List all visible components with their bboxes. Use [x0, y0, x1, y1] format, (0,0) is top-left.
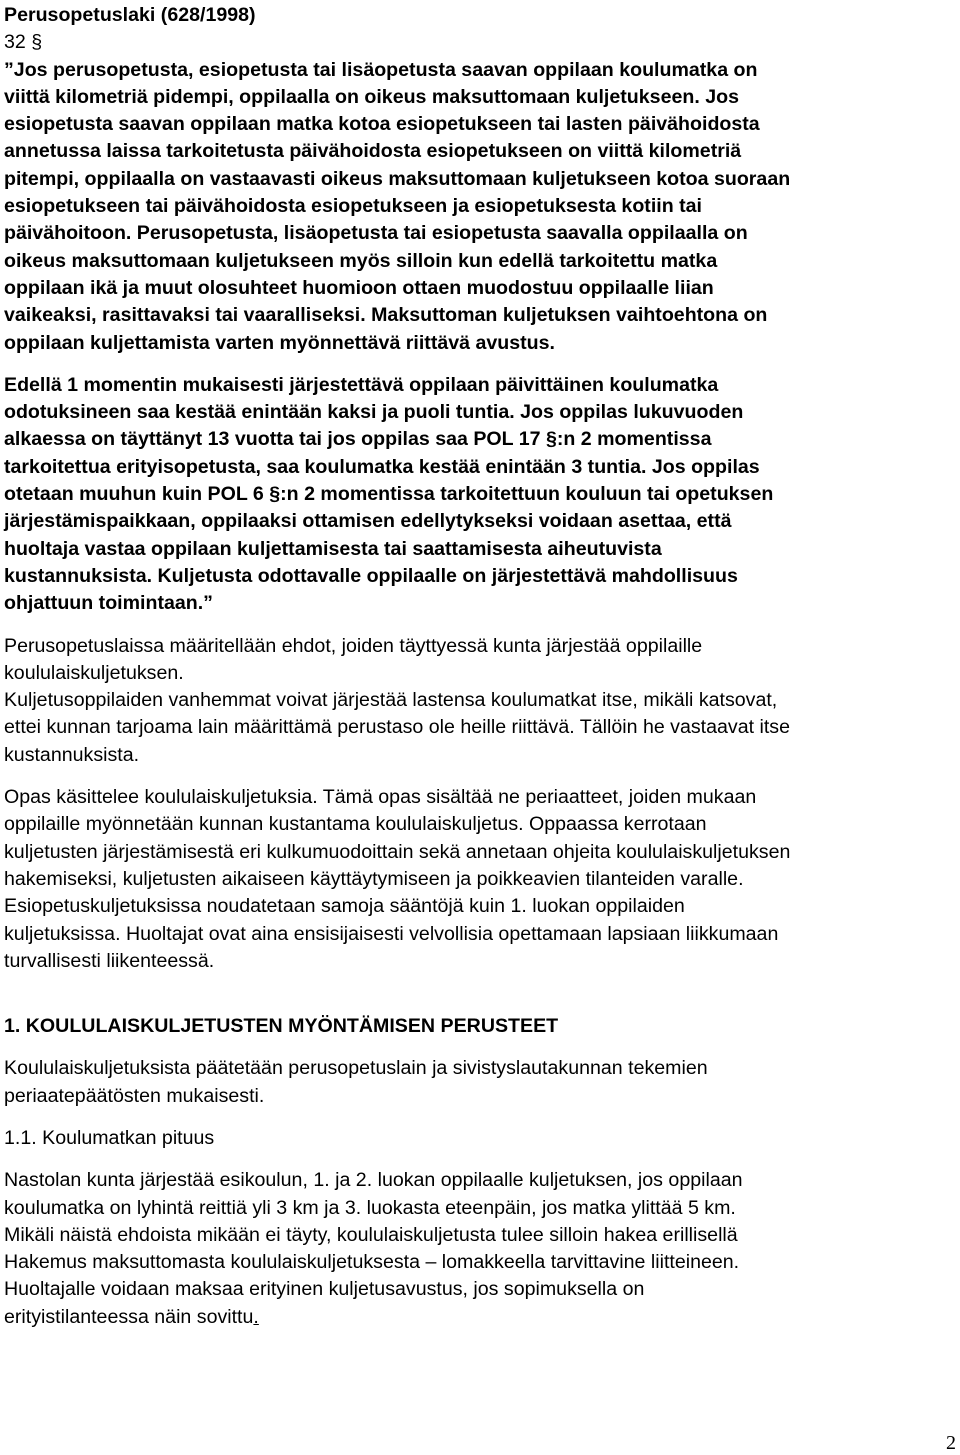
section-body — [4, 1055, 946, 1110]
quote-line: viittä kilometriä pidempi, oppilaalla on oikeus maksuttomaan kuljetukseen. Jos — [4, 85, 739, 108]
underlined-period: . — [253, 1305, 259, 1328]
page-number: 2 — [946, 1432, 956, 1454]
quote-line: kustannuksista. Kuljetusta odottavalle oppilaalle on järjestettävä mahdollisuus — [4, 564, 738, 587]
body-line: koulumatka on lyhintä reittiä yli 3 km ja 3. luokasta eteenpäin, jos matka ylittää 5 km. — [4, 1196, 736, 1219]
body-line: koululaiskuljetuksen. — [4, 661, 184, 684]
quote-line: otetaan muuhun kuin POL 6 §:n 2 momentissa tarkoitettuun kouluun tai opetuksen — [4, 483, 774, 506]
body-line-last-text: erityistilanteessa näin sovittu — [4, 1305, 254, 1328]
body-line: turvallisesti liikenteessä. — [4, 949, 215, 972]
intro-paragraph-1 — [4, 633, 946, 769]
body-line: kuljetuksissa. Huoltajat ovat aina ensisijaisesti velvollisia opettamaan lapsiaan liikkumaan — [4, 922, 779, 945]
body-line: Nastolan kunta järjestää esikoulun, 1. ja 2. luokan oppilaalle kuljetuksen, jos oppilaan — [4, 1169, 743, 1192]
body-line: oppilaille myönnetään kunnan kustantama koululaiskuljetus. Oppaassa kerrotaan — [4, 813, 707, 836]
body-line: Koululaiskuljetuksista päätetään perusopetuslain ja sivistyslautakunnan tekemien — [4, 1057, 708, 1080]
quote-line: vaikeaksi, rasittavaksi tai vaaralliseksi. Maksuttoman kuljetuksen vaihtoehtona on — [4, 304, 768, 327]
body-line: Perusopetuslaissa määritellään ehdot, joiden täyttyessä kunta järjestää oppilaille — [4, 634, 703, 657]
quote-line: Edellä 1 momentin mukaisesti järjestettävä oppilaan päivittäinen koulumatka — [4, 373, 719, 396]
section-heading: 1. KOULULAISKULJETUSTEN MYÖNTÄMISEN PERUSTEET — [4, 1015, 559, 1038]
quote-line: tarkoitettua erityisopetusta, saa koulumatka kestää enintään 3 tuntia. Jos oppilas — [4, 455, 760, 478]
section-number: 32 § — [4, 31, 43, 54]
body-line: ettei kunnan tarjoama lain määrittämä perustaso ole heille riittävä. Tällöin he vastaavat itse — [4, 716, 790, 739]
subsection-heading: 1.1. Koulumatkan pituus — [4, 1126, 215, 1149]
body-line-last — [4, 1304, 946, 1331]
quote-line: annetussa laissa tarkoitetusta päivähoidosta esiopetukseen on viittä kilometriä — [4, 140, 742, 163]
subsection-body — [4, 1167, 946, 1331]
quote-line: pitempi, oppilaalla on vastaavasti oikeus maksuttomaan kuljetukseen kotoa suoraan — [4, 167, 791, 190]
quote-line: oppilaan kuljettamista varten myönnettävä riittävä avustus. — [4, 331, 555, 354]
quote-line: järjestämispaikkaan, oppilaaksi ottamisen edellytykseksi voidaan asettaa, että — [4, 510, 732, 533]
quote-line: esiopetusta saavan oppilaan matka kotoa esiopetukseen tai lasten päivähoidosta — [4, 113, 760, 136]
body-line: kustannuksista. — [4, 743, 140, 766]
quote-line: esiopetukseen tai päivähoidosta esiopetukseen ja esiopetuksesta kotiin tai — [4, 195, 702, 218]
body-line: Huoltajalle voidaan maksaa erityinen kuljetusavustus, jos sopimuksella on — [4, 1278, 645, 1301]
quote-line: oikeus maksuttomaan kuljetukseen myös silloin kun edellä tarkoitettu matka — [4, 249, 718, 272]
quote-line: ohjattuun toimintaan.” — [4, 592, 213, 615]
intro-paragraph-2 — [4, 784, 946, 975]
body-line: Esiopetuskuljetuksissa noudatetaan samoja sääntöjä kuin 1. luokan oppilaiden — [4, 895, 685, 918]
quote-line: oppilaan ikä ja muut olosuhteet huomioon ottaen muodostuu oppilaalle liian — [4, 276, 714, 299]
quote-line: alkaessa on täyttänyt 13 vuotta tai jos oppilas saa POL 17 §:n 2 momentissa — [4, 428, 712, 451]
law-quote-paragraph-1 — [4, 57, 946, 357]
quote-line: odotuksineen saa kestää enintään kaksi ja puoli tuntia. Jos oppilas lukuvuoden — [4, 401, 744, 424]
quote-line: päivähoitoon. Perusopetusta, lisäopetusta tai esiopetusta saavalla oppilaalla on — [4, 222, 748, 245]
body-line: periaatepäätösten mukaisesti. — [4, 1084, 265, 1107]
body-line: hakemiseksi, kuljetusten aikaiseen käyttäytymiseen ja poikkeavien tilanteiden varalle. — [4, 867, 744, 890]
body-line: Opas käsittelee koululaiskuljetuksia. Tämä opas sisältää ne periaatteet, joiden mukaan — [4, 786, 757, 809]
body-line: Mikäli näistä ehdoista mikään ei täyty, koululaiskuljetusta tulee silloin hakea erillisellä — [4, 1223, 738, 1246]
quote-line: huoltaja vastaa oppilaan kuljettamisesta tai saattamisesta aiheutuvista — [4, 537, 662, 560]
law-title: Perusopetuslaki (628/1998) — [4, 4, 256, 26]
body-line: kuljetusten järjestämisestä eri kulkumuodoittain sekä annetaan ohjeita koululaiskuljetuksen — [4, 840, 791, 863]
document-page — [4, 2, 946, 1331]
quote-line: ”Jos perusopetusta, esiopetusta tai lisäopetusta saavan oppilaan koulumatka on — [4, 58, 758, 81]
body-line: Kuljetusoppilaiden vanhemmat voivat järjestää lastensa koulumatkat itse, mikäli katsovat, — [4, 689, 778, 712]
body-line: Hakemus maksuttomasta koululaiskuljetuksesta – lomakkeella tarvittavine liitteineen. — [4, 1251, 740, 1274]
law-quote-paragraph-2 — [4, 372, 946, 618]
